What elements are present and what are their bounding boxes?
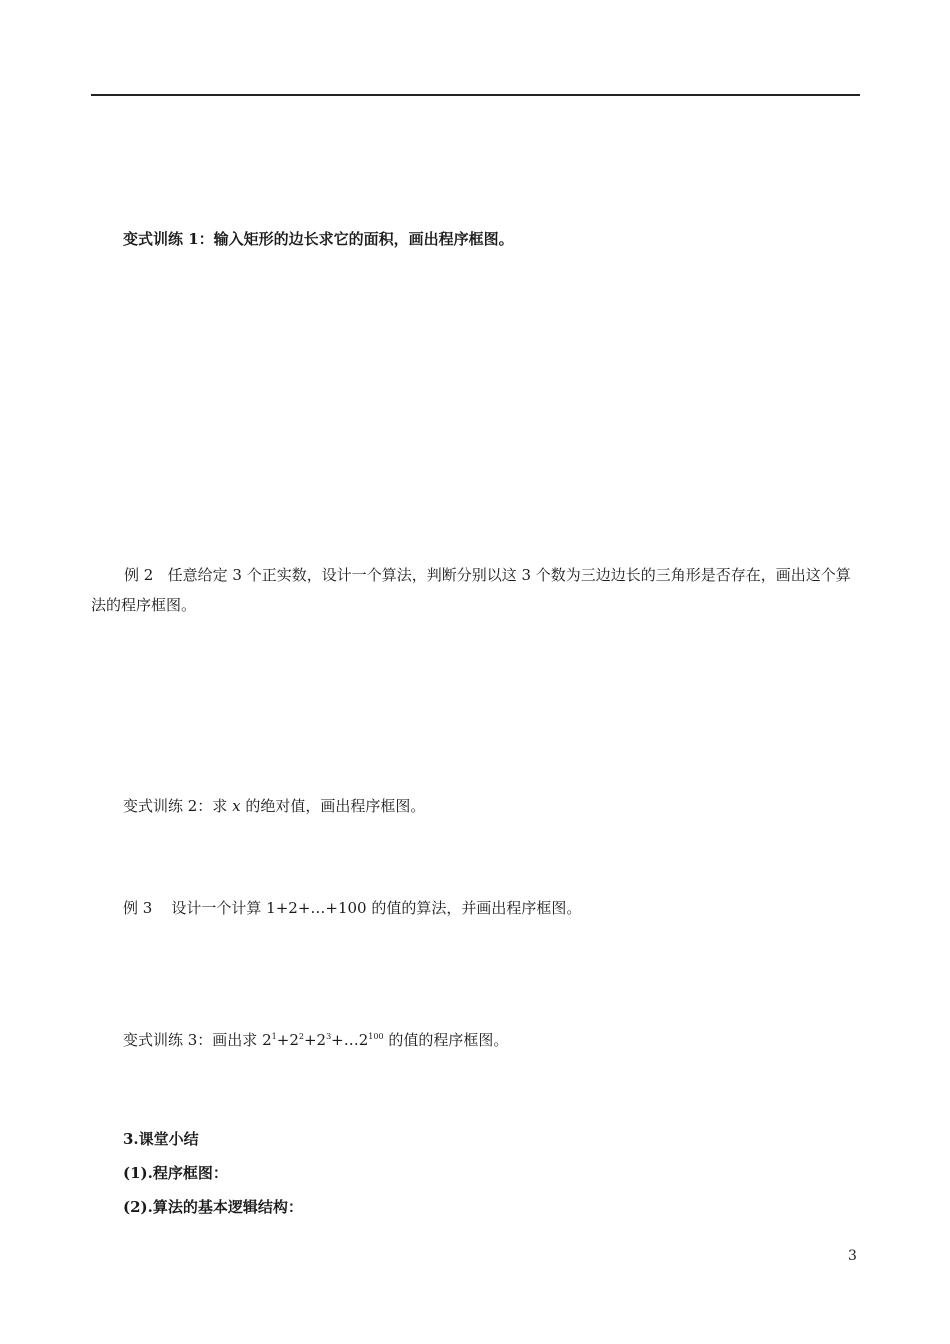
ellipsis: +… (331, 1031, 359, 1049)
variant-exercise-2 (123, 796, 425, 816)
example-2 (91, 560, 861, 620)
exponent-2: 2 (298, 1032, 304, 1041)
summary-title: 3.课堂小结 (123, 1130, 199, 1148)
header-rule (91, 94, 860, 96)
example-2-text: 任意给定 3 个正实数，设计一个算法，判断分别以这 3 个数为三边边长的三角形是否存在，画出这个算法的程序框图。 (91, 566, 851, 614)
example-3-label: 例 3 (123, 899, 153, 917)
example-3 (123, 898, 581, 918)
variant-2-prefix: 变式训练 2：求 (123, 797, 233, 815)
power-base: 2 (316, 1031, 327, 1049)
exponent-1: 1 (271, 1032, 277, 1041)
variant-2-suffix: 的绝对值，画出程序框图。 (240, 797, 426, 815)
variable-x: x (232, 797, 241, 815)
exponent-3: 3 (326, 1032, 332, 1041)
summary-item-1: (1).程序框图： (123, 1164, 228, 1182)
power-base: 2 (358, 1031, 369, 1049)
example-3-text: 设计一个计算 1+2+…+100 的值的算法，并画出程序框图。 (171, 899, 582, 917)
example-2-label: 例 2 (124, 566, 154, 584)
power-base: 2 (289, 1031, 299, 1049)
page-number: 3 (848, 1248, 857, 1264)
summary-item-2: (2).算法的基本逻辑结构： (123, 1198, 303, 1216)
plus-2: + (303, 1031, 317, 1049)
exponent-100: 100 (368, 1032, 384, 1041)
variant-exercise-3 (123, 1030, 508, 1050)
variant-3-prefix: 变式训练 3：画出求 (123, 1031, 263, 1049)
plus-1: + (276, 1031, 290, 1049)
variant-3-suffix: 的值的程序框图。 (383, 1031, 509, 1049)
variant-exercise-1: 变式训练 1：输入矩形的边长求它的面积，画出程序框图。 (123, 230, 514, 248)
power-base: 2 (262, 1031, 272, 1049)
